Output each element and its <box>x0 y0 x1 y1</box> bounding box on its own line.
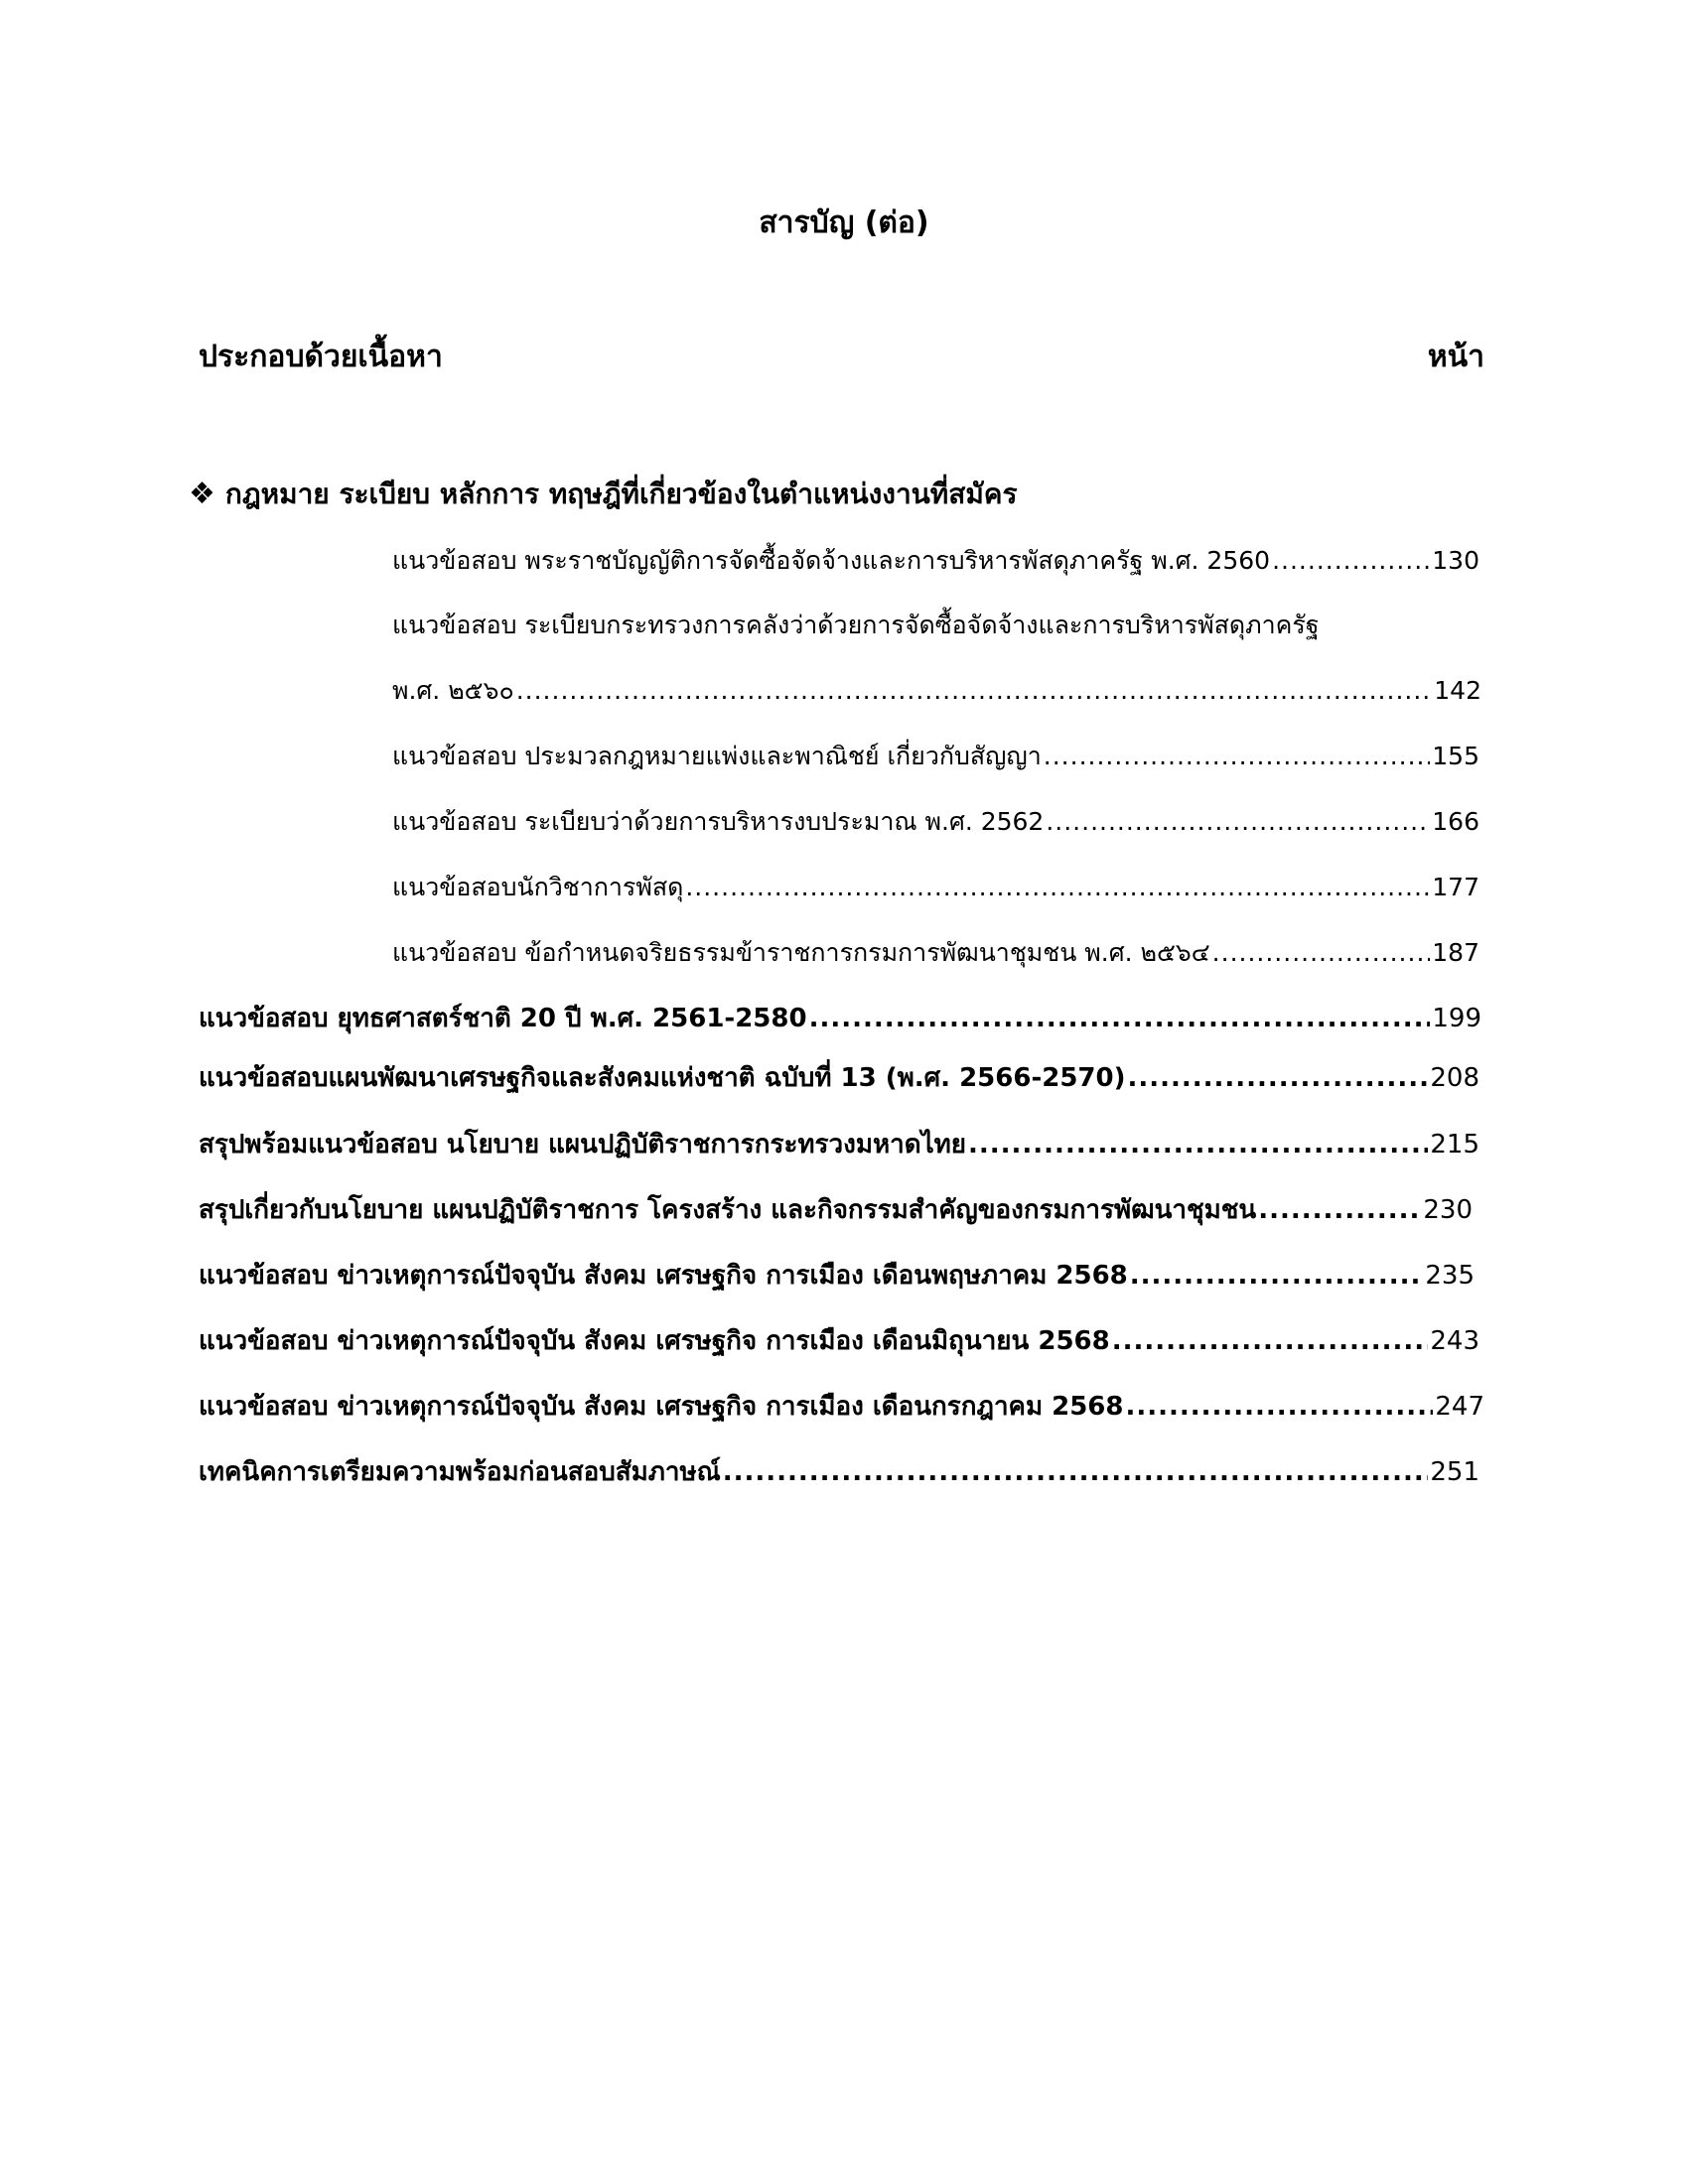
toc-entry-page: 247 <box>1435 1392 1484 1422</box>
toc-entry[interactable] <box>392 868 1479 907</box>
toc-entry-page: 235 <box>1425 1261 1475 1291</box>
toc-entry-title: แนวข้อสอบ ข่าวเหตุการณ์ปัจจุบัน สังคม เศรษฐกิจ การเมือง เดือนกรกฎาคม 2568 <box>199 1392 1124 1422</box>
page-title: สารบัญ (ต่อ) <box>759 205 929 240</box>
section-heading <box>189 475 1018 514</box>
toc-entry[interactable] <box>392 737 1479 776</box>
toc-entry-title: แนวข้อสอบ ข้อกำหนดจริยธรรมข้าราชการกรมการพัฒนาชุมชน พ.ศ. ๒๕๖๔ <box>392 938 1210 967</box>
dot-leader <box>1212 933 1431 973</box>
toc-entry[interactable] <box>199 1387 1484 1427</box>
toc-entry-page: 155 <box>1432 742 1479 770</box>
dot-leader <box>1130 1256 1424 1296</box>
dot-leader <box>1126 1387 1434 1427</box>
toc-entry[interactable] <box>199 1321 1479 1361</box>
toc-entry-page: 166 <box>1432 807 1479 836</box>
toc-entry-title: แนวข้อสอบแผนพัฒนาเศรษฐกิจและสังคมแห่งชาติ ฉบับที่ 13 (พ.ศ. 2566-2570) <box>199 1063 1126 1093</box>
dot-leader <box>1128 1058 1429 1098</box>
dot-leader <box>1258 1190 1421 1230</box>
toc-entry-title: แนวข้อสอบ ประมวลกฎหมายแพ่งและพาณิชย์ เกี่ยวกับสัญญา <box>392 742 1042 770</box>
toc-entry-page: 199 <box>1432 1004 1481 1033</box>
toc-entry-page: 187 <box>1432 938 1479 967</box>
toc-entry-title: สรุปพร้อมแนวข้อสอบ นโยบาย แผนปฏิบัติราชการกระทรวงมหาดไทย <box>199 1130 967 1160</box>
toc-entry-page: 208 <box>1430 1063 1479 1093</box>
dot-leader <box>809 999 1431 1038</box>
toc-entry-page: 177 <box>1432 873 1479 901</box>
toc-entry-title-line1[interactable]: แนวข้อสอบ ระเบียบกระทรวงการคลังว่าด้วยการจัดซื้อจัดจ้างและการบริหารพัสดุภาครัฐ <box>392 611 1320 639</box>
dot-leader <box>723 1452 1429 1492</box>
toc-entry-page: 251 <box>1430 1457 1479 1487</box>
diamond-bullet-icon: ❖ <box>189 477 215 511</box>
toc-entry-page: 243 <box>1430 1326 1479 1356</box>
contents-column-header: ประกอบด้วยเนื้อหา <box>199 340 443 374</box>
toc-entry[interactable] <box>199 1125 1479 1164</box>
dot-leader <box>1044 737 1431 776</box>
dot-leader <box>1046 802 1430 842</box>
toc-entry[interactable] <box>392 933 1479 973</box>
toc-entry-title: แนวข้อสอบนักวิชาการพัสดุ <box>392 873 684 901</box>
toc-entry-title: สรุปเกี่ยวกับนโยบาย แผนปฏิบัติราชการ โครงสร้าง และกิจกรรมสำคัญของกรมการพัฒนาชุมชน <box>199 1195 1257 1225</box>
toc-entry[interactable] <box>199 1256 1475 1296</box>
toc-entry-page: 215 <box>1430 1130 1479 1160</box>
toc-entry-page: 230 <box>1423 1195 1473 1225</box>
toc-entry[interactable] <box>392 671 1481 711</box>
toc-entry-page: 130 <box>1432 546 1479 575</box>
toc-entry-title: เทคนิคการเตรียมความพร้อมก่อนสอบสัมภาษณ์ <box>199 1457 721 1487</box>
toc-entry[interactable] <box>392 802 1479 842</box>
page-column-header: หน้า <box>1427 340 1484 374</box>
dot-leader <box>1272 541 1430 581</box>
toc-entry[interactable] <box>199 1058 1479 1098</box>
toc-entry-title: แนวข้อสอบ ยุทธศาสตร์ชาติ 20 ปี พ.ศ. 2561-2580 <box>199 1004 807 1033</box>
toc-entry[interactable] <box>199 999 1481 1038</box>
toc-entry-title: แนวข้อสอบ ข่าวเหตุการณ์ปัจจุบัน สังคม เศรษฐกิจ การเมือง เดือนมิถุนายน 2568 <box>199 1326 1110 1356</box>
dot-leader <box>1112 1321 1429 1361</box>
dot-leader <box>516 671 1433 711</box>
toc-entry-title: แนวข้อสอบ ระเบียบว่าด้วยการบริหารงบประมาณ พ.ศ. 2562 <box>392 807 1045 836</box>
dot-leader <box>685 868 1430 907</box>
toc-entry[interactable] <box>199 1190 1473 1230</box>
toc-entry-page: 142 <box>1434 676 1481 705</box>
dot-leader <box>968 1125 1428 1164</box>
section-heading-label: กฎหมาย ระเบียบ หลักการ ทฤษฎีที่เกี่ยวข้องในตำแหน่งงานที่สมัคร <box>224 478 1018 510</box>
toc-entry-title: แนวข้อสอบ ข่าวเหตุการณ์ปัจจุบัน สังคม เศรษฐกิจ การเมือง เดือนพฤษภาคม 2568 <box>199 1261 1128 1291</box>
toc-entry-title-line2: พ.ศ. ๒๕๖๐ <box>392 676 514 705</box>
toc-entry[interactable] <box>199 1452 1479 1492</box>
toc-entry[interactable] <box>392 541 1479 581</box>
toc-entry-title: แนวข้อสอบ พระราชบัญญัติการจัดซื้อจัดจ้างและการบริหารพัสดุภาครัฐ พ.ศ. 2560 <box>392 546 1271 575</box>
